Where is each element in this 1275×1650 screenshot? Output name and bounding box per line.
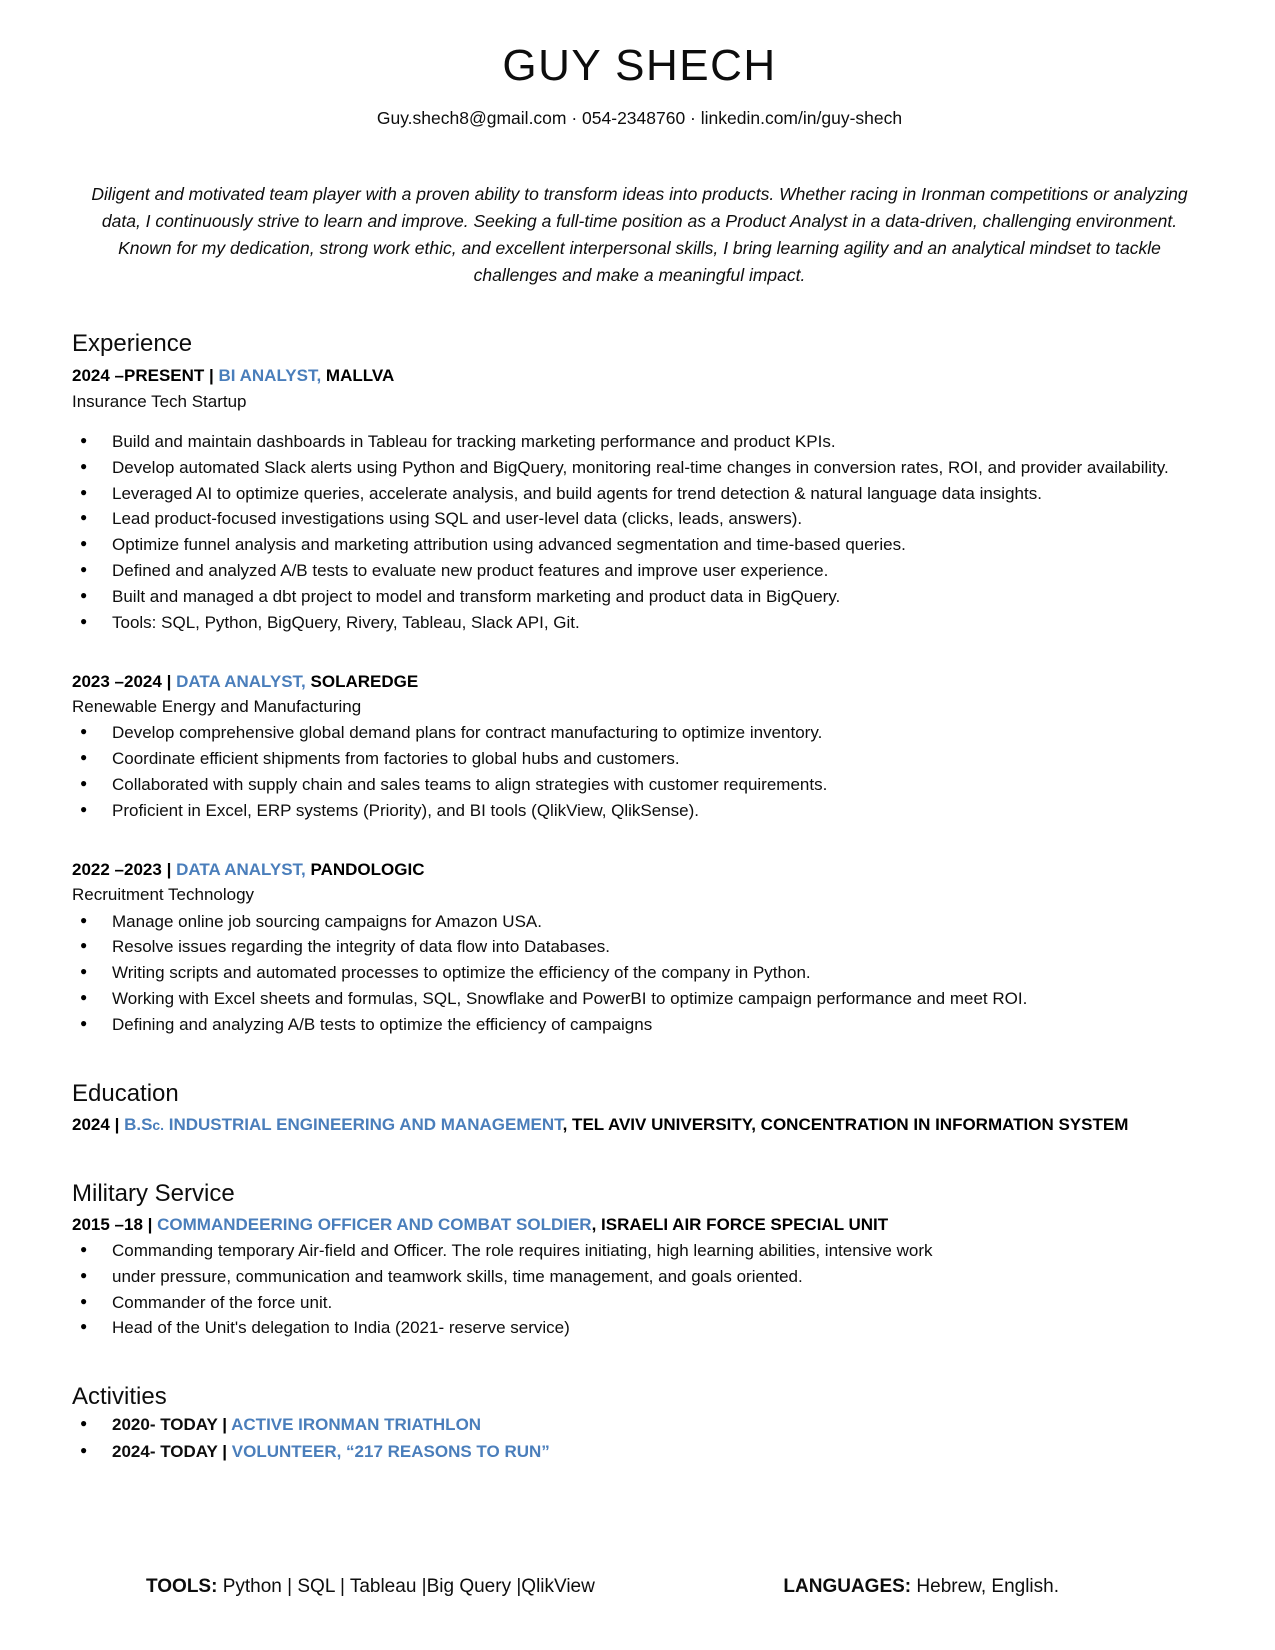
list-item: ● Resolve issues regarding the integrity of data flow into Databases.	[72, 934, 1207, 960]
job-heading	[72, 857, 1207, 883]
activity-separator: |	[222, 1442, 228, 1462]
job-subtitle: Renewable Energy and Manufacturing	[72, 697, 362, 717]
education-institution: , TEL AVIV UNIVERSITY, CONCENTRATION IN INFORMATION SYSTEM	[562, 1115, 1129, 1135]
education-separator: |	[114, 1115, 120, 1135]
job-heading	[72, 669, 1207, 695]
footer-tools	[72, 1576, 595, 1598]
job-role: DATA ANALYST,	[176, 859, 306, 879]
activity-label: VOLUNTEER, “217 REASONS TO RUN”	[231, 1442, 550, 1462]
job-dates: 2022 –2023	[72, 859, 162, 879]
summary-paragraph: Diligent and motivated team player with a proven ability to transform ideas into products. Whether racing in Ironman competitions or analyzing data, I continuously strive to learn and improve. Seeking a full-time position as a Product Analyst in a data-driven, challenging environment. Known for my dedication, strong work ethic, and excellent interpersonal skills, I bring learning agility and an analytical mindset to tackle challenges and make a meaningful impact.	[91, 184, 1188, 285]
job-bullet-list	[72, 720, 1207, 823]
job-subtitle: Insurance Tech Startup	[72, 391, 247, 411]
section-heading-experience: Experience	[72, 330, 193, 358]
footer-languages-label: LANGUAGES:	[783, 1576, 912, 1597]
list-item: ● Commander of the force unit.	[72, 1290, 1207, 1316]
job-separator: |	[209, 366, 214, 386]
list-item: ● Defining and analyzing A/B tests to optimize the efficiency of campaigns	[72, 1012, 1207, 1038]
list-item: ● Lead product-focused investigations using SQL and user-level data (clicks, leads, answers).	[72, 506, 1207, 532]
list-item	[72, 1438, 1207, 1466]
list-item	[72, 1411, 1207, 1439]
list-item: ● Collaborated with supply chain and sales teams to align strategies with customer requirements.	[72, 772, 1207, 798]
job-role: BI ANALYST,	[218, 366, 322, 386]
military-bullet-list	[72, 1238, 1207, 1341]
section-heading-military: Military Service	[72, 1179, 235, 1207]
list-item: ● Build and maintain dashboards in Tableau for tracking marketing performance and product KPIs.	[72, 429, 1207, 455]
list-item: ● Coordinate efficient shipments from factories to global hubs and customers.	[72, 746, 1207, 772]
list-item: ● Working with Excel sheets and formulas, SQL, Snowflake and PowerBI to optimize campaign performance and meet ROI.	[72, 986, 1207, 1012]
job-heading	[72, 363, 1207, 389]
job-bullet-list	[72, 909, 1207, 1038]
job-company: PANDOLOGIC	[310, 859, 425, 879]
list-item: ● Develop comprehensive global demand plans for contract manufacturing to optimize inventory.	[72, 720, 1207, 746]
footer-languages	[783, 1576, 1207, 1598]
job-role: DATA ANALYST,	[176, 671, 306, 691]
list-item: ● Built and managed a dbt project to model and transform marketing and product data in BigQuery.	[72, 584, 1207, 610]
military-separator: |	[147, 1215, 153, 1235]
list-item: ● Commanding temporary Air-field and Officer. The role requires initiating, high learning abilities, intensive work	[72, 1238, 1207, 1264]
footer	[72, 1576, 1207, 1598]
footer-languages-value: Hebrew, English.	[911, 1576, 1059, 1597]
job-dates: 2023 –2024	[72, 671, 162, 691]
activities-list	[72, 1411, 1207, 1466]
education-entry	[72, 1112, 1207, 1138]
resume-content	[72, 0, 1207, 1466]
job-subtitle: Recruitment Technology	[72, 885, 255, 905]
military-role: COMMANDEERING OFFICER AND COMBAT SOLDIER	[157, 1215, 592, 1235]
section-heading-education: Education	[72, 1079, 179, 1107]
section-heading-activities: Activities	[72, 1383, 167, 1411]
list-item: ● Leveraged AI to optimize queries, accelerate analysis, and build agents for trend detection & natural language data insights.	[72, 481, 1207, 507]
job-company: SOLAREDGE	[310, 671, 419, 691]
list-item: ● Develop automated Slack alerts using Python and BigQuery, monitoring real-time changes in conversion rates, ROI, and provider availability.	[72, 455, 1207, 481]
job-company: MALLVA	[325, 366, 395, 386]
education-degree-prefix-small: c.	[152, 1117, 165, 1134]
activity-label: ACTIVE IRONMAN TRIATHLON	[231, 1414, 482, 1434]
military-entry	[72, 1212, 1207, 1238]
list-item: ● under pressure, communication and teamwork skills, time management, and goals oriented.	[72, 1264, 1207, 1290]
list-item: ● Tools: SQL, Python, BigQuery, Rivery, Tableau, Slack API, Git.	[72, 610, 1207, 636]
education-year: 2024	[72, 1115, 110, 1135]
footer-tools-label: TOOLS:	[146, 1576, 218, 1597]
list-item: ● Optimize funnel analysis and marketing attribution using advanced segmentation and time-based queries.	[72, 532, 1207, 558]
job-separator: |	[166, 859, 172, 879]
list-item: ● Head of the Unit's delegation to India (2021- reserve service)	[72, 1315, 1207, 1341]
list-item: ● Writing scripts and automated processes to optimize the efficiency of the company in Python.	[72, 960, 1207, 986]
military-unit: , ISRAELI AIR FORCE SPECIAL UNIT	[591, 1215, 889, 1235]
list-item: ● Manage online job sourcing campaigns for Amazon USA.	[72, 909, 1207, 935]
job-separator: |	[166, 671, 172, 691]
activity-dates: 2024- TODAY	[112, 1442, 218, 1462]
education-degree: INDUSTRIAL ENGINEERING AND MANAGEMENT	[164, 1115, 563, 1135]
job-bullet-list	[72, 429, 1207, 636]
footer-tools-value: Python | SQL | Tableau |Big Query |QlikView	[217, 1576, 595, 1597]
list-item: ● Proficient in Excel, ERP systems (Priority), and BI tools (QlikView, QlikSense).	[72, 798, 1207, 824]
contact-line: Guy.shech8@gmail.com · 054-2348760 · linkedin.com/in/guy-shech	[376, 108, 903, 129]
activity-separator: |	[222, 1414, 228, 1434]
military-dates: 2015 –18	[72, 1215, 143, 1235]
activity-dates: 2020- TODAY	[112, 1414, 218, 1434]
list-item: ● Defined and analyzed A/B tests to evaluate new product features and improve user experience.	[72, 558, 1207, 584]
education-degree-prefix: B.S	[124, 1115, 153, 1135]
page-title: GUY SHECH	[502, 41, 777, 90]
job-dates: 2024 –PRESENT	[72, 366, 205, 386]
